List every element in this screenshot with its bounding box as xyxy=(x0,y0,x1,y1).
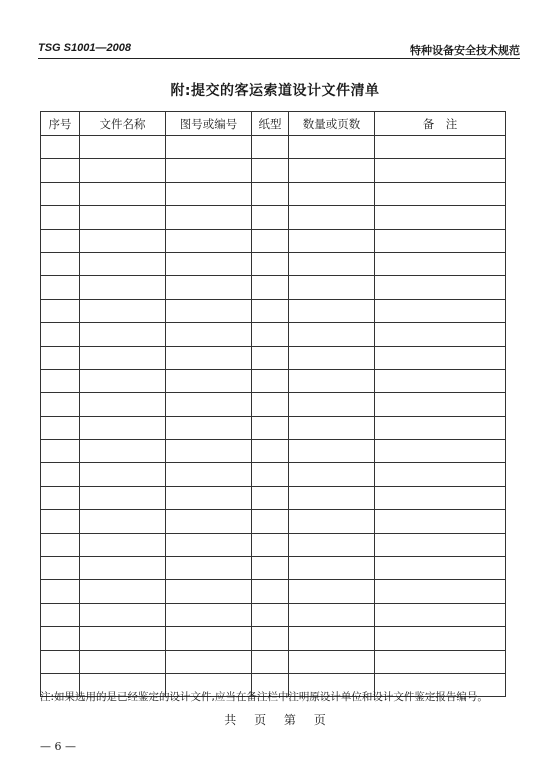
table-cell xyxy=(375,159,506,182)
table-cell xyxy=(166,136,252,159)
table-cell xyxy=(166,416,252,439)
table-cell xyxy=(289,346,375,369)
page-header xyxy=(38,40,520,59)
table-cell xyxy=(375,206,506,229)
table-cell xyxy=(166,603,252,626)
table-cell xyxy=(289,580,375,603)
table-row xyxy=(41,393,506,416)
table-cell xyxy=(252,557,289,580)
table-cell xyxy=(375,182,506,205)
table-cell xyxy=(80,486,166,509)
table-cell xyxy=(375,533,506,556)
table-cell xyxy=(289,603,375,626)
table-cell xyxy=(80,229,166,252)
table-cell xyxy=(252,603,289,626)
table-cell xyxy=(80,252,166,275)
table-cell xyxy=(41,650,80,673)
table-row xyxy=(41,557,506,580)
design-file-list-table xyxy=(40,111,506,697)
table-cell xyxy=(375,276,506,299)
table-row xyxy=(41,346,506,369)
table-cell xyxy=(41,323,80,346)
table-cell xyxy=(252,206,289,229)
table-row xyxy=(41,580,506,603)
table-cell xyxy=(252,510,289,533)
table-cell xyxy=(289,276,375,299)
total-suffix: 页 xyxy=(254,713,267,727)
table-cell xyxy=(166,229,252,252)
column-header-file-name: 文件名称 xyxy=(80,112,166,136)
table-cell xyxy=(80,159,166,182)
table-cell xyxy=(166,627,252,650)
table-cell xyxy=(41,533,80,556)
table-cell xyxy=(166,440,252,463)
table-cell xyxy=(375,136,506,159)
table-cell xyxy=(252,533,289,556)
table-cell xyxy=(375,299,506,322)
table-cell xyxy=(80,533,166,556)
table-row xyxy=(41,416,506,439)
table-cell xyxy=(41,603,80,626)
table-row xyxy=(41,182,506,205)
document-title: 附:提交的客运索道设计文件清单 xyxy=(170,83,380,99)
table-row xyxy=(41,510,506,533)
table-cell xyxy=(289,252,375,275)
table-cell xyxy=(80,182,166,205)
table-cell xyxy=(166,463,252,486)
table-cell xyxy=(166,182,252,205)
table-cell xyxy=(375,369,506,392)
column-header-remarks: 备 注 xyxy=(375,112,506,136)
total-prefix: 共 xyxy=(224,713,237,727)
current-suffix: 页 xyxy=(313,713,326,727)
table-cell xyxy=(41,627,80,650)
table-cell xyxy=(41,510,80,533)
table-row xyxy=(41,650,506,673)
table-cell xyxy=(166,557,252,580)
table-cell xyxy=(166,346,252,369)
footnote: 注:如果选用的是已经鉴定的设计文件,应当在备注栏中注明原设计单位和设计文件鉴定报告编号。 xyxy=(40,691,488,703)
table-cell xyxy=(289,136,375,159)
table-cell xyxy=(289,182,375,205)
table-row xyxy=(41,486,506,509)
page-count-line xyxy=(0,711,550,728)
page-number: — 6 — xyxy=(40,740,76,753)
table-cell xyxy=(252,486,289,509)
table-row xyxy=(41,159,506,182)
column-header-drawing-number: 图号或编号 xyxy=(166,112,252,136)
table-cell xyxy=(289,533,375,556)
table-cell xyxy=(252,182,289,205)
table-cell xyxy=(80,136,166,159)
table-cell xyxy=(41,393,80,416)
table-cell xyxy=(41,206,80,229)
table-cell xyxy=(41,557,80,580)
table-cell xyxy=(41,580,80,603)
table-cell xyxy=(166,206,252,229)
table-cell xyxy=(252,650,289,673)
table-cell xyxy=(289,557,375,580)
table-cell xyxy=(80,393,166,416)
table-cell xyxy=(375,603,506,626)
standard-category: 特种设备安全技术规范 xyxy=(410,44,520,57)
table-cell xyxy=(252,299,289,322)
table-cell xyxy=(166,510,252,533)
table-cell xyxy=(252,580,289,603)
table-cell xyxy=(166,299,252,322)
table-cell xyxy=(41,136,80,159)
table-cell xyxy=(80,416,166,439)
table-row xyxy=(41,440,506,463)
table-cell xyxy=(375,393,506,416)
table-cell xyxy=(41,299,80,322)
table-cell xyxy=(252,276,289,299)
table-cell xyxy=(80,323,166,346)
table-cell xyxy=(80,369,166,392)
table-cell xyxy=(289,650,375,673)
table-cell xyxy=(375,486,506,509)
table-cell xyxy=(289,369,375,392)
table-cell xyxy=(252,136,289,159)
table-cell xyxy=(289,416,375,439)
table-cell xyxy=(375,229,506,252)
table-cell xyxy=(289,393,375,416)
table-cell xyxy=(80,276,166,299)
table-cell xyxy=(289,463,375,486)
table-cell xyxy=(80,299,166,322)
table-cell xyxy=(41,229,80,252)
table-cell xyxy=(252,416,289,439)
table-cell xyxy=(41,159,80,182)
column-header-serial: 序号 xyxy=(41,112,80,136)
table-row xyxy=(41,276,506,299)
table-cell xyxy=(41,486,80,509)
table-cell xyxy=(375,346,506,369)
table-cell xyxy=(375,557,506,580)
table-cell xyxy=(375,510,506,533)
table-row xyxy=(41,369,506,392)
table-row xyxy=(41,627,506,650)
table-cell xyxy=(80,557,166,580)
table-cell xyxy=(375,252,506,275)
table-cell xyxy=(166,276,252,299)
table-cell xyxy=(41,182,80,205)
table-cell xyxy=(166,533,252,556)
table-cell xyxy=(80,603,166,626)
table-row xyxy=(41,252,506,275)
table-cell xyxy=(375,416,506,439)
table-body xyxy=(41,136,506,697)
table-cell xyxy=(375,463,506,486)
table-row xyxy=(41,136,506,159)
table-cell xyxy=(166,580,252,603)
table-cell xyxy=(289,229,375,252)
table-cell xyxy=(252,440,289,463)
table-cell xyxy=(289,323,375,346)
table-cell xyxy=(80,627,166,650)
table-cell xyxy=(166,369,252,392)
table-cell xyxy=(166,159,252,182)
table-cell xyxy=(252,463,289,486)
table-cell xyxy=(166,252,252,275)
table-header-row xyxy=(41,112,506,136)
table-cell xyxy=(375,580,506,603)
table-cell xyxy=(252,369,289,392)
table-row xyxy=(41,206,506,229)
table-cell xyxy=(375,440,506,463)
standard-code: TSG S1001—2008 xyxy=(38,42,131,54)
table-cell xyxy=(80,440,166,463)
table-row xyxy=(41,299,506,322)
table-cell xyxy=(375,627,506,650)
table-row xyxy=(41,603,506,626)
table-cell xyxy=(41,252,80,275)
table-cell xyxy=(80,206,166,229)
table-cell xyxy=(289,627,375,650)
table-cell xyxy=(41,346,80,369)
table-cell xyxy=(289,159,375,182)
table-cell xyxy=(80,580,166,603)
table-cell xyxy=(252,393,289,416)
current-prefix: 第 xyxy=(283,713,296,727)
table-cell xyxy=(252,346,289,369)
table-row xyxy=(41,323,506,346)
table-cell xyxy=(41,416,80,439)
table-cell xyxy=(252,229,289,252)
table-cell xyxy=(289,440,375,463)
table-cell xyxy=(289,486,375,509)
table-cell xyxy=(289,299,375,322)
table-row xyxy=(41,229,506,252)
table-cell xyxy=(252,159,289,182)
column-header-paper-size: 纸型 xyxy=(252,112,289,136)
table-cell xyxy=(375,323,506,346)
table-cell xyxy=(80,346,166,369)
table-cell xyxy=(41,276,80,299)
table-cell xyxy=(41,463,80,486)
table-cell xyxy=(375,650,506,673)
table-cell xyxy=(252,323,289,346)
table-row xyxy=(41,533,506,556)
table-cell xyxy=(80,650,166,673)
table-cell xyxy=(252,252,289,275)
table-cell xyxy=(289,510,375,533)
table-cell xyxy=(41,369,80,392)
table-cell xyxy=(289,206,375,229)
table-cell xyxy=(80,463,166,486)
table-row xyxy=(41,463,506,486)
table-cell xyxy=(41,440,80,463)
table-cell xyxy=(166,486,252,509)
table-cell xyxy=(252,627,289,650)
column-header-quantity: 数量或页数 xyxy=(289,112,375,136)
table-cell xyxy=(80,510,166,533)
table-cell xyxy=(166,650,252,673)
table-cell xyxy=(166,393,252,416)
table-cell xyxy=(166,323,252,346)
